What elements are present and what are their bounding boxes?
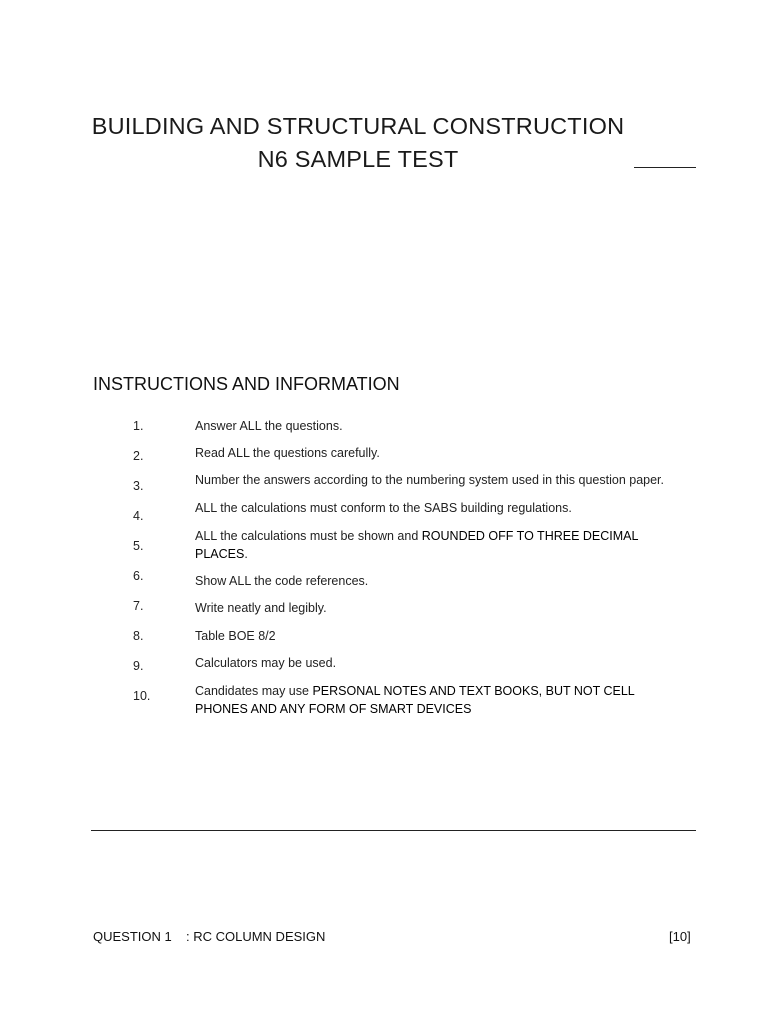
instruction-text bbox=[195, 444, 695, 462]
instruction-plain-text: ALL the calculations must conform to the SABS building regulations. bbox=[195, 501, 572, 515]
instruction-plain-text: Candidates may use bbox=[195, 684, 313, 698]
instruction-emphasis-text: ROUNDED OFF TO THREE DECIMAL PLACES bbox=[195, 529, 638, 561]
instruction-number: 2. bbox=[133, 449, 144, 463]
instruction-text bbox=[195, 654, 695, 672]
document-subtitle: N6 SAMPLE TEST bbox=[257, 146, 459, 172]
instruction-plain-text: Number the answers according to the numbering system used in this question paper. bbox=[195, 473, 665, 487]
instruction-number: 6. bbox=[133, 569, 144, 583]
instruction-number: 4. bbox=[133, 509, 144, 523]
instruction-text bbox=[195, 599, 695, 617]
instruction-text bbox=[195, 682, 665, 718]
question-label: QUESTION 1 bbox=[93, 929, 172, 944]
instruction-plain-text: ALL the calculations must be shown and bbox=[195, 529, 422, 543]
instructions-heading: INSTRUCTIONS AND INFORMATION bbox=[93, 374, 400, 394]
instruction-number: 9. bbox=[133, 659, 144, 673]
instruction-number: 10. bbox=[133, 689, 151, 703]
instruction-plain-text: Write neatly and legibly. bbox=[195, 601, 327, 615]
instruction-text bbox=[195, 527, 665, 563]
instruction-text bbox=[195, 572, 695, 590]
instruction-text bbox=[195, 627, 695, 645]
instruction-number: 3. bbox=[133, 479, 144, 493]
instruction-plain-text: Calculators may be used. bbox=[195, 656, 337, 670]
instruction-text bbox=[195, 471, 705, 489]
instruction-text bbox=[195, 417, 695, 435]
document-title: BUILDING AND STRUCTURAL CONSTRUCTION bbox=[91, 113, 625, 139]
section-divider bbox=[91, 830, 696, 831]
question-topic: : RC COLUMN DESIGN bbox=[186, 929, 326, 944]
title-underline bbox=[634, 167, 696, 168]
instruction-plain-text: Table BOE 8/2 bbox=[195, 629, 276, 643]
instruction-number: 5. bbox=[133, 539, 144, 553]
instruction-plain-text: Read ALL the questions carefully. bbox=[195, 446, 380, 460]
instruction-number: 8. bbox=[133, 629, 144, 643]
instruction-trailing-text: . bbox=[244, 547, 248, 561]
instruction-emphasis-text: PERSONAL NOTES AND TEXT BOOKS, BUT NOT CELL PHONES AND ANY FORM OF SMART DEVICES bbox=[195, 684, 635, 716]
instruction-plain-text: Show ALL the code references. bbox=[195, 574, 369, 588]
instruction-text bbox=[195, 499, 695, 517]
question-marks: [10] bbox=[669, 929, 691, 944]
instruction-plain-text: Answer ALL the questions. bbox=[195, 419, 343, 433]
instruction-number: 7. bbox=[133, 599, 144, 613]
instruction-number: 1. bbox=[133, 419, 144, 433]
